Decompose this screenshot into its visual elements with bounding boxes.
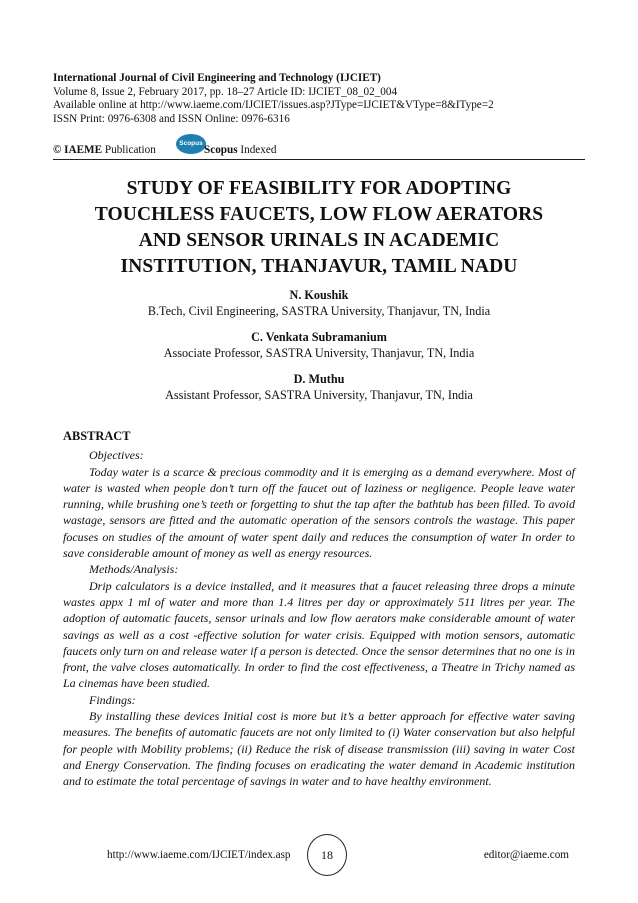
author-list (53, 287, 585, 413)
methods-label: Methods/Analysis: (89, 562, 179, 577)
paper-title (53, 176, 585, 280)
title-line: INSTITUTION, THANJAVUR, TAMIL NADU (120, 256, 518, 277)
author-affiliation: Assistant Professor, SASTRA University, Thanjavur, TN, India (165, 388, 473, 402)
author-name: N. Koushik (289, 288, 349, 302)
author-name: D. Muthu (293, 372, 345, 386)
abstract-heading: ABSTRACT (63, 429, 131, 443)
author-affiliation: Associate Professor, SASTRA University, Thanjavur, TN, India (163, 346, 475, 360)
abstract-section (63, 428, 575, 790)
scopus-indexed-label (204, 144, 276, 156)
scopus-suffix: Indexed (240, 144, 277, 156)
header-divider (53, 159, 585, 160)
methods-paragraph: Drip calculators is a device installed, and it measures that a faucet releasing three drops a minute wastes appx 1 ml of water and more than 1.4 litres per day or approximately 511 litres per year. The adoption of automatic faucets, sensor urinals and low flow aerators make considerable amount of water savings as well as a cost -effective solution for water crisis. Equipped with motion sensors, automatic faucets only turn on and release water if a person is detected. Once the sensor determines that no one is in front, the valve closes automatically. In order to find the cost effectiveness, a Theatre in Trichy named as La cinemas have been studied. (63, 578, 575, 691)
scopus-name: Scopus (204, 144, 238, 156)
findings-label: Findings: (89, 692, 136, 707)
author-name: C. Venkata Subramanium (251, 330, 387, 344)
objectives-paragraph: Today water is a scarce & precious commodity and it is emerging as a demand everywhere. Most of water is wasted when people don’t turn off the faucet out of laziness or negligence. People leave water running, while brushing one’s teeth or forgetting to shut the tap after the bathtub has been filled. To avoid wastage, sensors are fitted and the automatic operation of the sensors controls the wastage. This paper focuses on studies of the amount of water spent daily and reduces the consumption of water In order to save considerable amount of money as well as energy resources. (63, 464, 575, 561)
publisher-suffix: Publication (104, 144, 156, 156)
author-block (53, 329, 585, 361)
available-online-line: Available online at http://www.iaeme.com/IJCIET/issues.asp?JType=IJCIET&VType=8&IType=2 (53, 99, 494, 111)
journal-title: International Journal of Civil Engineering and Technology (IJCIET) (53, 72, 381, 84)
title-line: AND SENSOR URINALS IN ACADEMIC (138, 230, 500, 251)
title-line: TOUCHLESS FAUCETS, LOW FLOW AERATORS (94, 204, 544, 225)
scopus-logo: Scopus (176, 134, 206, 154)
journal-url-link[interactable]: http://www.iaeme.com/IJCIET/index.asp (107, 849, 291, 861)
volume-line: Volume 8, Issue 2, February 2017, pp. 18–27 Article ID: IJCIET_08_02_004 (53, 85, 398, 98)
title-line: STUDY OF FEASIBILITY FOR ADOPTING (126, 178, 512, 199)
author-block (53, 371, 585, 403)
journal-header (53, 72, 585, 126)
author-block (53, 287, 585, 319)
editor-email-link[interactable]: editor@iaeme.com (483, 849, 569, 861)
publisher-name: © IAEME (53, 144, 103, 156)
page-number: 18 (307, 834, 347, 876)
author-affiliation: B.Tech, Civil Engineering, SASTRA University, Thanjavur, TN, India (147, 304, 491, 318)
issn-line: ISSN Print: 0976-6308 and ISSN Online: 0976-6316 (53, 112, 290, 125)
publisher-label (53, 144, 156, 156)
objectives-label: Objectives: (89, 448, 144, 463)
page-footer (53, 836, 585, 876)
findings-paragraph: By installing these devices Initial cost is more but it’s a better approach for effective water saving measures. The benefits of automatic faucets are not only limited to (i) Water conservation but also helpful for people with Mobility problems; (ii) Reduce the risk of disease transmission (iii) saving in water Cost and Energy Conservation. The finding focuses on eradicating the water demand in Academic institution and to estimate the total percentage of savings in water and to have healthy environment. (63, 709, 575, 789)
